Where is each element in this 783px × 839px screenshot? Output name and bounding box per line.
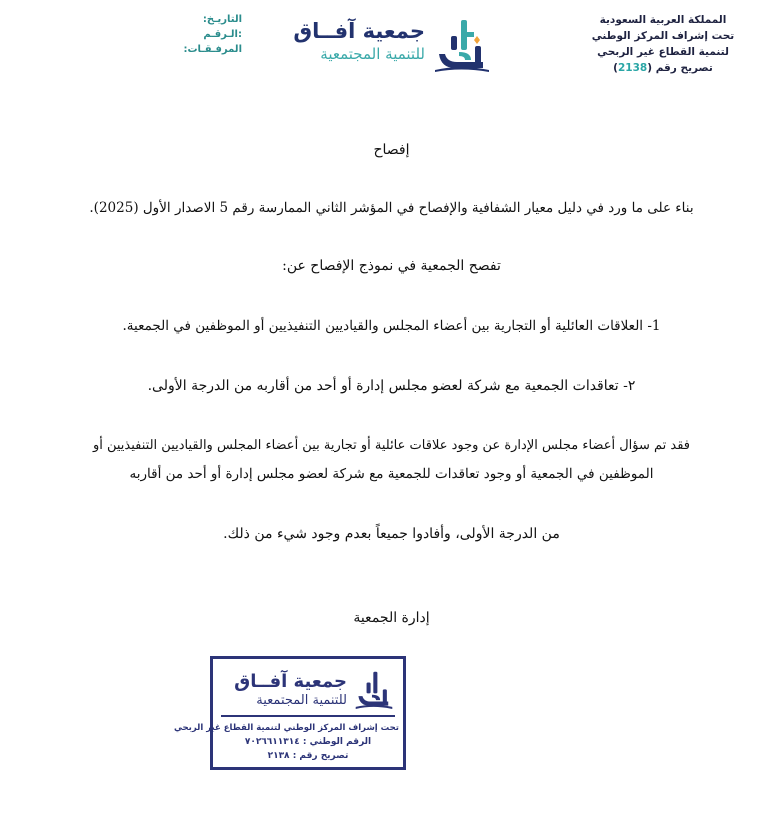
header-org-info: [563, 12, 763, 76]
license-label: تصريح رقم: [655, 62, 713, 74]
statement-line-3: من الدرجة الأولى، وأفادوا جميعاً بعدم وجود شيء من ذلك.: [223, 526, 560, 542]
number-label: :الـرقـم: [203, 29, 242, 40]
afaq-logo-icon: [431, 14, 493, 76]
kingdom-label: المملكة العربية السعودية: [599, 14, 727, 26]
stamp-divider: [221, 715, 395, 717]
afaq-stamp-logo-icon: [353, 669, 395, 711]
statement-line-2: الموظفين في الجمعية أو وجود تعاقدات للجمعية مع شركة لعضو مجلس إدارة أو أحد من أقاربه: [129, 466, 654, 482]
stamp-subtitle: للتنمية المجتمعية: [256, 693, 347, 708]
date-label: التاريـخ:: [202, 14, 242, 25]
logo-subtitle: للتنمية المجتمعية: [320, 45, 425, 63]
stamp-license-number: تصريح رقم : ٢١٣٨: [267, 751, 349, 761]
organization-stamp: [173, 656, 406, 770]
signature-label: إدارة الجمعية: [353, 610, 430, 626]
stamp-title: جمعية آفــاق: [234, 671, 347, 692]
sector-label: لتنمية القطاع غير الربحي: [597, 46, 729, 58]
license-line: تصريح رقم (2138): [613, 62, 713, 74]
statement-line-1: فقد تم سؤال أعضاء مجلس الإدارة عن وجود علاقات عائلية أو تجارية بين أعضاء المجلس والقياديين التنفيذيين أو: [92, 438, 691, 453]
organization-logo: [285, 12, 495, 82]
logo-title: جمعية آفــاق: [293, 19, 425, 43]
attachments-label: المرفـقـات:: [183, 44, 242, 55]
stamp-national-number: الرقم الوطني : ٧٠٢٦٦١١٣١٤: [244, 737, 372, 747]
stamp-supervision-line: تحت إشراف المركز الوطني لتنمية القطاع غير الربحي: [173, 723, 399, 733]
disclosure-lead: تفصح الجمعية في نموذج الإفصاح عن:: [282, 258, 501, 274]
document-title: إفصاح: [373, 142, 410, 158]
reference-fields: [160, 12, 242, 57]
intro-paragraph: بناء على ما ورد في دليل معيار الشفافية والإفصاح في المؤشر الثاني الممارسة رقم 5 الاصدار الأول (2025).: [89, 200, 694, 216]
disclosure-item-2: ٢- تعاقدات الجمعية مع شركة لعضو مجلس إدارة أو أحد من أقاربه من الدرجة الأولى.: [147, 378, 636, 394]
supervision-label: تحت إشراف المركز الوطني: [591, 30, 735, 42]
disclosure-item-1: 1- العلاقات العائلية أو التجارية بين أعضاء المجلس والقياديين التنفيذيين أو الموظفين في الجمعية.: [122, 318, 661, 334]
license-number: 2138: [617, 62, 648, 74]
